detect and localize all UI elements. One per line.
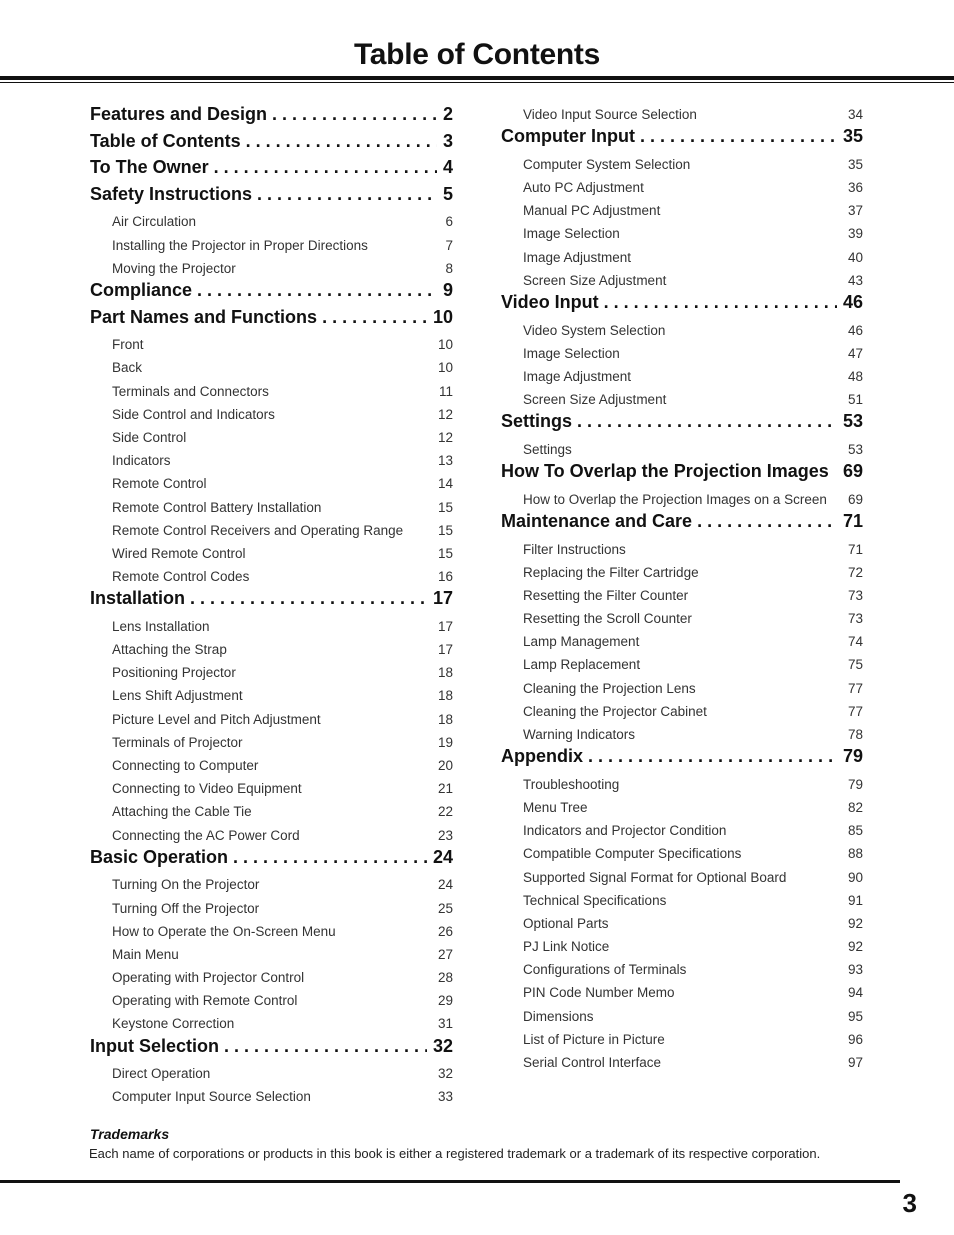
toc-subentry[interactable] bbox=[501, 222, 863, 245]
toc-subentry-title: Warning Indicators bbox=[523, 727, 636, 742]
toc-subentry[interactable] bbox=[90, 1085, 453, 1108]
toc-subentry-page: 88 bbox=[847, 846, 863, 862]
page-title: Table of Contents bbox=[353, 38, 600, 71]
toc-subentry-title: Terminals of Projector bbox=[112, 734, 243, 750]
toc-subentry-title: Technical Specifications bbox=[523, 892, 667, 908]
toc-subentry[interactable] bbox=[501, 537, 863, 560]
toc-subentry[interactable] bbox=[90, 449, 453, 472]
toc-subentry-page: 15 bbox=[437, 499, 453, 515]
toc-subentry-page: 53 bbox=[847, 441, 863, 457]
toc-subentry[interactable] bbox=[90, 731, 453, 754]
toc-subentry[interactable] bbox=[90, 210, 453, 233]
toc-section-entry[interactable] bbox=[90, 307, 453, 334]
toc-section-page: 53 bbox=[842, 411, 863, 432]
toc-subentry-page: 10 bbox=[437, 360, 453, 376]
toc-section-title: To The Owner . . . bbox=[90, 157, 437, 178]
toc-section-title: Installation . . . bbox=[90, 588, 427, 609]
toc-subentry-title: Front bbox=[112, 337, 144, 353]
toc-subentry-title: Operating with Remote Control bbox=[112, 993, 298, 1009]
toc-subentry[interactable] bbox=[501, 103, 863, 126]
toc-subentry[interactable] bbox=[501, 653, 863, 676]
toc-subentry-title: Lens Installation bbox=[112, 618, 210, 634]
toc-subentry-title: Cleaning the Projector Cabinet bbox=[523, 703, 707, 719]
toc-subentry-title: How to Operate the On-Screen Menu bbox=[112, 923, 336, 939]
toc-subentry-page: 12 bbox=[437, 429, 453, 445]
toc-subentry-page: 90 bbox=[847, 869, 863, 885]
toc-subentry-title: Serial Control Interface bbox=[523, 1055, 662, 1071]
title-rule-thin bbox=[0, 82, 954, 83]
toc-subentry-page: 94 bbox=[847, 985, 863, 1001]
toc-section-page: 32 bbox=[432, 1035, 453, 1056]
toc-subentry-title: Auto PC Adjustment bbox=[523, 180, 644, 196]
toc-section-page: 9 bbox=[442, 279, 453, 300]
toc-subentry-title: Image Adjustment bbox=[523, 368, 632, 384]
toc-subentry-title: Remote Control bbox=[112, 476, 207, 492]
toc-subentry-page: 39 bbox=[847, 226, 863, 242]
toc-section-entry[interactable] bbox=[501, 292, 863, 319]
toc-left-column bbox=[90, 104, 453, 1109]
toc-section-entry[interactable] bbox=[501, 511, 863, 538]
toc-subentry-page: 14 bbox=[437, 476, 453, 492]
toc-subentry-page: 8 bbox=[445, 260, 453, 276]
toc-section-entry[interactable] bbox=[501, 461, 863, 488]
toc-subentry[interactable] bbox=[90, 966, 453, 989]
toc-subentry[interactable] bbox=[90, 519, 453, 542]
toc-subentry[interactable] bbox=[501, 176, 863, 199]
toc-subentry-page: 6 bbox=[445, 214, 453, 230]
toc-section-page: 46 bbox=[842, 291, 863, 312]
toc-subentry-page: 40 bbox=[847, 249, 863, 265]
toc-subentry[interactable] bbox=[501, 865, 863, 888]
toc-subentry[interactable] bbox=[90, 943, 453, 966]
toc-subentry-title: Air Circulation bbox=[112, 214, 197, 230]
toc-subentry-title: Resetting the Scroll Counter bbox=[523, 611, 692, 627]
toc-subentry-page: 17 bbox=[437, 642, 453, 658]
toc-subentry-page: 91 bbox=[847, 892, 863, 908]
trademarks-heading: Trademarks bbox=[90, 1126, 170, 1142]
toc-subentry-page: 32 bbox=[437, 1066, 453, 1082]
toc-subentry-title: Dimensions bbox=[523, 1008, 594, 1024]
toc-subentry-page: 82 bbox=[847, 799, 863, 815]
toc-subentry-title: Image Selection bbox=[523, 226, 620, 242]
toc-subentry-title: Positioning Projector bbox=[112, 665, 236, 681]
toc-subentry-title: Wired Remote Control bbox=[112, 545, 246, 561]
toc-section-page: 4 bbox=[442, 157, 453, 178]
toc-subentry-title: Optional Parts bbox=[523, 915, 609, 931]
toc-subentry[interactable] bbox=[90, 754, 453, 777]
toc-section-page: 2 bbox=[442, 104, 453, 124]
toc-section-page: 17 bbox=[432, 588, 453, 609]
toc-subentry[interactable] bbox=[90, 356, 453, 379]
toc-subentry-page: 22 bbox=[437, 804, 453, 820]
toc-subentry[interactable] bbox=[501, 561, 863, 584]
toc-subentry-title: Keystone Correction bbox=[112, 1016, 235, 1032]
toc-subentry-title: Side Control and Indicators bbox=[112, 406, 275, 422]
toc-subentry-page: 73 bbox=[847, 587, 863, 603]
toc-subentry-title: Configurations of Terminals bbox=[523, 962, 687, 978]
toc-section-title: Compliance . . . bbox=[90, 280, 437, 301]
toc-section-title: Maintenance and Care . . . bbox=[501, 511, 837, 532]
toc-section-entry[interactable] bbox=[501, 411, 863, 438]
page-number: 3 bbox=[902, 1188, 917, 1218]
toc-subentry-page: 78 bbox=[847, 727, 863, 742]
toc-subentry-title: Connecting to Computer bbox=[112, 758, 259, 773]
toc-subentry-title: Operating with Projector Control bbox=[112, 970, 305, 986]
toc-section-entry[interactable] bbox=[90, 280, 453, 307]
toc-subentry-title: Filter Instructions bbox=[523, 541, 626, 557]
toc-subentry-page: 48 bbox=[847, 368, 863, 384]
toc-subentry[interactable] bbox=[501, 912, 863, 935]
toc-subentry[interactable] bbox=[90, 1012, 453, 1035]
toc-subentry-page: 11 bbox=[438, 383, 453, 399]
toc-section-page: 10 bbox=[432, 306, 453, 327]
toc-subentry-title: Installing the Projector in Proper Directions bbox=[112, 237, 368, 253]
toc-subentry-page: 21 bbox=[437, 781, 453, 797]
toc-section-title: Computer Input . . . bbox=[501, 126, 837, 147]
toc-subentry-title: Computer System Selection bbox=[523, 156, 691, 172]
toc-subentry-title: Lamp Management bbox=[523, 634, 640, 650]
toc-subentry-page: 20 bbox=[437, 758, 453, 773]
toc-subentry-title: Turning Off the Projector bbox=[112, 900, 260, 916]
toc-subentry[interactable] bbox=[90, 800, 453, 823]
toc-subentry-page: 24 bbox=[437, 877, 453, 893]
toc-subentry-page: 31 bbox=[437, 1016, 453, 1032]
toc-subentry-title: Video Input Source Selection bbox=[523, 107, 697, 123]
toc-subentry[interactable] bbox=[90, 380, 453, 403]
toc-subentry-page: 28 bbox=[437, 970, 453, 986]
toc-subentry[interactable] bbox=[501, 488, 863, 511]
toc-subentry-title: Screen Size Adjustment bbox=[523, 272, 667, 288]
toc-section-page: 35 bbox=[842, 126, 863, 147]
toc-section-title: Table of Contents . . . bbox=[90, 131, 437, 152]
toc-subentry[interactable] bbox=[501, 796, 863, 819]
toc-subentry[interactable] bbox=[90, 896, 453, 919]
toc-subentry[interactable] bbox=[90, 661, 453, 684]
toc-subentry-title: PIN Code Number Memo bbox=[523, 985, 675, 1001]
toc-section-title: How To Overlap the Projection Images bbox=[501, 461, 829, 482]
toc-subentry[interactable] bbox=[501, 935, 863, 958]
toc-subentry[interactable] bbox=[90, 777, 453, 800]
toc-subentry[interactable] bbox=[501, 365, 863, 388]
toc-subentry-title: Remote Control Codes bbox=[112, 569, 250, 585]
toc-subentry-page: 33 bbox=[437, 1089, 453, 1105]
toc-subentry-title: Remote Control Receivers and Operating Range bbox=[112, 522, 404, 538]
toc-subentry-title: Lamp Replacement bbox=[523, 657, 641, 673]
footer-rule bbox=[0, 1180, 900, 1183]
toc-section-entry[interactable] bbox=[90, 157, 453, 184]
toc-section-page: 79 bbox=[842, 746, 863, 767]
toc-subentry-title: Main Menu bbox=[112, 946, 179, 962]
toc-subentry-page: 7 bbox=[445, 237, 453, 253]
toc-subentry-title: Attaching the Strap bbox=[112, 642, 227, 658]
toc-subentry-title: Troubleshooting bbox=[523, 776, 620, 792]
toc-subentry-page: 34 bbox=[847, 107, 863, 123]
toc-subentry[interactable] bbox=[501, 438, 863, 461]
toc-section-title: Part Names and Functions . . . bbox=[90, 307, 427, 328]
toc-subentry-page: 10 bbox=[437, 337, 453, 353]
toc-subentry[interactable] bbox=[90, 684, 453, 707]
toc-subentry[interactable] bbox=[501, 269, 863, 292]
toc-subentry-page: 12 bbox=[437, 406, 453, 422]
toc-subentry[interactable] bbox=[501, 981, 863, 1004]
toc-subentry-title: Settings bbox=[523, 441, 572, 457]
toc-subentry[interactable] bbox=[501, 1028, 863, 1051]
toc-subentry-page: 79 bbox=[847, 776, 863, 792]
toc-subentry[interactable] bbox=[501, 723, 863, 746]
toc-subentry-page: 16 bbox=[437, 569, 453, 585]
toc-subentry-page: 15 bbox=[437, 545, 453, 561]
toc-subentry-title: Video System Selection bbox=[523, 322, 666, 338]
toc-subentry-title: Screen Size Adjustment bbox=[523, 392, 667, 408]
toc-section-entry[interactable] bbox=[90, 847, 453, 874]
toc-subentry-page: 37 bbox=[847, 203, 863, 219]
toc-subentry[interactable] bbox=[90, 333, 453, 356]
toc-subentry-title: List of Picture in Picture bbox=[523, 1031, 665, 1047]
toc-subentry-title: Indicators bbox=[112, 453, 171, 469]
toc-subentry[interactable] bbox=[90, 542, 453, 565]
toc-section-entry[interactable] bbox=[90, 588, 453, 615]
toc-subentry[interactable] bbox=[501, 153, 863, 176]
toc-section-entry[interactable] bbox=[90, 1036, 453, 1063]
toc-section-page: 71 bbox=[842, 510, 863, 531]
toc-subentry[interactable] bbox=[90, 257, 453, 280]
toc-subentry[interactable] bbox=[501, 958, 863, 981]
toc-section-entry[interactable] bbox=[90, 184, 453, 211]
toc-subentry-title: Picture Level and Pitch Adjustment bbox=[112, 711, 321, 727]
toc-section-title: Video Input . . . bbox=[501, 292, 837, 313]
toc-subentry-page: 72 bbox=[847, 564, 863, 580]
trademarks-text: Each name of corporations or products in this book is either a registered trademark or a trademark of its respective corporation. bbox=[89, 1146, 821, 1161]
toc-subentry-title: Replacing the Filter Cartridge bbox=[523, 564, 699, 580]
toc-subentry-title: Image Selection bbox=[523, 345, 620, 361]
toc-subentry-page: 27 bbox=[437, 946, 453, 962]
toc-subentry-page: 19 bbox=[437, 734, 453, 750]
toc-section-entry[interactable] bbox=[90, 104, 453, 131]
toc-subentry[interactable] bbox=[501, 889, 863, 912]
toc-subentry[interactable] bbox=[90, 495, 453, 518]
toc-subentry-page: 71 bbox=[847, 541, 863, 557]
toc-subentry[interactable] bbox=[501, 1005, 863, 1028]
toc-subentry[interactable] bbox=[90, 426, 453, 449]
toc-subentry-title: Terminals and Connectors bbox=[112, 383, 269, 399]
toc-subentry[interactable] bbox=[90, 403, 453, 426]
toc-subentry-page: 18 bbox=[437, 665, 453, 681]
toc-subentry[interactable] bbox=[501, 388, 863, 411]
toc-subentry-title: Lens Shift Adjustment bbox=[112, 688, 243, 704]
toc-section-title: Appendix . . . bbox=[501, 746, 837, 767]
toc-subentry-page: 75 bbox=[847, 657, 863, 673]
toc-section-entry[interactable] bbox=[501, 126, 863, 153]
toc-subentry[interactable] bbox=[501, 677, 863, 700]
toc-subentry-title: Cleaning the Projection Lens bbox=[523, 680, 696, 696]
toc-subentry-page: 95 bbox=[847, 1008, 863, 1024]
toc-subentry-title: Direct Operation bbox=[112, 1066, 211, 1082]
toc-subentry[interactable] bbox=[501, 584, 863, 607]
toc-subentry-title: Moving the Projector bbox=[112, 260, 236, 276]
toc-subentry-title: Back bbox=[112, 360, 143, 376]
toc-subentry-title: Resetting the Filter Counter bbox=[523, 587, 689, 603]
toc-subentry-page: 47 bbox=[847, 345, 863, 361]
toc-subentry[interactable] bbox=[501, 319, 863, 342]
toc-subentry[interactable] bbox=[90, 638, 453, 661]
toc-subentry[interactable] bbox=[90, 708, 453, 731]
toc-subentry-page: 43 bbox=[847, 272, 863, 288]
toc-subentry-page: 69 bbox=[847, 491, 863, 507]
toc-subentry-page: 18 bbox=[437, 711, 453, 727]
toc-section-page: 24 bbox=[432, 846, 453, 867]
toc-subentry-title: Indicators and Projector Condition bbox=[523, 823, 727, 839]
toc-subentry-title: Manual PC Adjustment bbox=[523, 203, 661, 219]
toc-subentry[interactable] bbox=[90, 234, 453, 257]
toc-subentry[interactable] bbox=[501, 842, 863, 865]
toc-section-title: Basic Operation . . . bbox=[90, 847, 427, 868]
toc-subentry-title: Computer Input Source Selection bbox=[112, 1089, 311, 1105]
toc-subentry[interactable] bbox=[501, 700, 863, 723]
toc-subentry[interactable] bbox=[501, 342, 863, 365]
toc-subentry[interactable] bbox=[90, 920, 453, 943]
toc-subentry-title: Attaching the Cable Tie bbox=[112, 804, 252, 820]
toc-section-title: Settings . . . bbox=[501, 411, 837, 432]
toc-subentry-page: 17 bbox=[437, 618, 453, 634]
toc-subentry-page: 77 bbox=[847, 680, 863, 696]
toc-subentry-title: Compatible Computer Specifications bbox=[523, 846, 742, 862]
toc-subentry-page: 15 bbox=[437, 522, 453, 538]
toc-subentry[interactable] bbox=[90, 615, 453, 638]
toc-subentry-title: Connecting the AC Power Cord bbox=[112, 827, 300, 843]
toc-subentry-title: Image Adjustment bbox=[523, 249, 632, 265]
toc-subentry[interactable] bbox=[501, 773, 863, 796]
toc-subentry[interactable] bbox=[90, 565, 453, 588]
title-rule bbox=[0, 76, 954, 80]
toc-section-entry[interactable] bbox=[90, 131, 453, 158]
toc-subentry[interactable] bbox=[90, 1062, 453, 1085]
toc-subentry-title: Connecting to Video Equipment bbox=[112, 781, 302, 797]
toc-subentry-page: 92 bbox=[847, 915, 863, 931]
toc-subentry[interactable] bbox=[90, 472, 453, 495]
toc-subentry[interactable] bbox=[501, 607, 863, 630]
toc-section-page: 69 bbox=[842, 461, 863, 482]
toc-subentry[interactable] bbox=[90, 989, 453, 1012]
toc-subentry[interactable] bbox=[90, 823, 453, 846]
toc-subentry-page: 35 bbox=[847, 156, 863, 172]
toc-subentry-title: Remote Control Battery Installation bbox=[112, 499, 322, 515]
toc-subentry-title: Menu Tree bbox=[523, 799, 588, 815]
toc-subentry[interactable] bbox=[501, 630, 863, 653]
toc-subentry-page: 85 bbox=[847, 823, 863, 839]
toc-subentry[interactable] bbox=[501, 199, 863, 222]
toc-subentry-page: 23 bbox=[437, 827, 453, 843]
toc-right-column bbox=[501, 103, 863, 1074]
toc-section-title: Input Selection . . . bbox=[90, 1036, 427, 1057]
toc-section-entry[interactable] bbox=[501, 746, 863, 773]
toc-subentry-title: Side Control bbox=[112, 429, 187, 445]
toc-subentry-page: 13 bbox=[437, 453, 453, 469]
toc-subentry-title: Turning On the Projector bbox=[112, 877, 260, 893]
toc-subentry-page: 29 bbox=[437, 993, 453, 1009]
toc-subentry[interactable] bbox=[501, 1051, 863, 1074]
toc-subentry-page: 77 bbox=[847, 703, 863, 719]
toc-subentry[interactable] bbox=[90, 873, 453, 896]
toc-subentry-page: 36 bbox=[847, 180, 863, 196]
toc-subentry[interactable] bbox=[501, 246, 863, 269]
toc-subentry-page: 96 bbox=[847, 1031, 863, 1047]
toc-subentry-page: 26 bbox=[437, 923, 453, 939]
toc-section-title: Features and Design . . . bbox=[90, 104, 437, 125]
toc-subentry[interactable] bbox=[501, 819, 863, 842]
toc-subentry-title: PJ Link Notice bbox=[523, 939, 610, 955]
toc-subentry-title: Supported Signal Format for Optional Board bbox=[523, 869, 787, 885]
toc-section-page: 3 bbox=[442, 130, 453, 151]
toc-section-title: Safety Instructions . . . bbox=[90, 184, 437, 205]
toc-subentry-page: 18 bbox=[437, 688, 453, 704]
toc-subentry-page: 51 bbox=[847, 392, 863, 408]
toc-section-page: 5 bbox=[442, 183, 453, 204]
toc-subentry-page: 25 bbox=[437, 900, 453, 916]
toc-subentry-page: 73 bbox=[847, 611, 863, 627]
toc-subentry-page: 92 bbox=[847, 939, 863, 955]
toc-subentry-page: 97 bbox=[847, 1055, 863, 1071]
toc-subentry-title: How to Overlap the Projection Images on a Screen bbox=[523, 491, 827, 507]
toc-subentry-page: 93 bbox=[847, 962, 863, 978]
toc-subentry-page: 46 bbox=[847, 322, 863, 338]
toc-subentry-page: 74 bbox=[847, 634, 863, 650]
